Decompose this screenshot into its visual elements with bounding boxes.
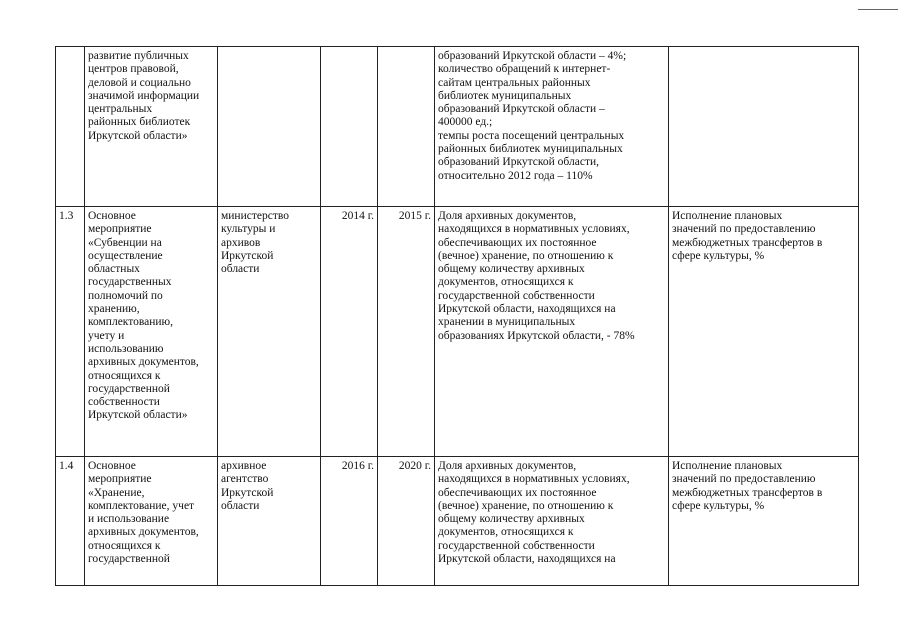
- event-line: мероприятие: [88, 473, 152, 486]
- executor-line: культуры и: [221, 223, 276, 236]
- row-number-cell: 1.3: [56, 207, 85, 457]
- executor-line: агентство: [221, 473, 269, 486]
- program-table: [55, 46, 859, 586]
- table-row: [56, 457, 859, 586]
- indicator-line: документов, относящихся к: [438, 526, 574, 539]
- event-cell: [85, 457, 218, 586]
- event-line: государственных: [88, 276, 172, 289]
- indicator-line: образований Иркутской области – 4%;: [438, 50, 627, 62]
- table-row: [56, 207, 859, 457]
- start-year-cell: 2014 г.: [321, 207, 378, 457]
- outcome-line: сфере культуры, %: [672, 249, 765, 262]
- outcome-line: межбюджетных трансфертов в: [672, 486, 823, 499]
- executor-cell: [218, 457, 321, 586]
- end-year-cell: 2020 г.: [378, 457, 435, 586]
- event-line: Иркутской области»: [88, 129, 188, 142]
- event-line: значимой информации: [88, 89, 200, 102]
- start-year-cell: [321, 47, 378, 207]
- event-line: полномочий по: [88, 289, 163, 302]
- indicator-line: образованиях Иркутской области, - 78%: [438, 329, 635, 342]
- table-row: [56, 47, 859, 207]
- event-line: «Субвенции на: [88, 236, 162, 249]
- outcome-cell: [669, 207, 859, 457]
- executor-line: архивное: [221, 460, 267, 472]
- event-line: государственной: [88, 553, 170, 566]
- indicator-line: находящихся в нормативных условиях,: [438, 473, 630, 486]
- indicator-line: Иркутской области, находящихся на: [438, 303, 616, 316]
- event-line: мероприятие: [88, 223, 152, 236]
- outcome-line: Исполнение плановых: [672, 210, 783, 222]
- event-line: собственности: [88, 396, 160, 409]
- outcome-line: значений по предоставлению: [672, 473, 816, 486]
- event-line: центральных: [88, 103, 153, 116]
- indicator-line: обеспечивающих их постоянное: [438, 486, 597, 499]
- event-line: использованию: [88, 342, 164, 355]
- indicator-cell: [435, 47, 669, 207]
- executor-line: Иркутской: [221, 486, 274, 499]
- outcome-line: межбюджетных трансфертов в: [672, 236, 823, 249]
- executor-cell: [218, 207, 321, 457]
- event-line: комплектование, учет: [88, 499, 195, 512]
- indicator-line: Иркутской области, находящихся на: [438, 553, 616, 566]
- indicator-line: Доля архивных документов,: [438, 210, 577, 222]
- event-line: относящихся к: [88, 369, 161, 382]
- end-year-cell: [378, 47, 435, 207]
- event-line: деловой и социально: [88, 76, 191, 89]
- indicator-line: количество обращений к интернет-: [438, 63, 611, 76]
- event-line: областных: [88, 263, 140, 276]
- indicator-line: находящихся в нормативных условиях,: [438, 223, 630, 236]
- event-line: и использование: [88, 513, 170, 526]
- indicator-line: государственной собственности: [438, 539, 595, 552]
- indicator-line: 400000 ед.;: [438, 116, 493, 129]
- end-year-cell: 2015 г.: [378, 207, 435, 457]
- event-line: архивных документов,: [88, 526, 199, 539]
- indicator-line: (вечное) хранение, по отношению к: [438, 499, 614, 512]
- indicator-line: сайтам центральных районных: [438, 76, 591, 89]
- indicator-line: обеспечивающих их постоянное: [438, 236, 597, 249]
- executor-line: области: [221, 499, 260, 512]
- indicator-cell: [435, 457, 669, 586]
- event-line: центров правовой,: [88, 63, 179, 76]
- executor-line: архивов: [221, 236, 261, 249]
- event-line: хранению,: [88, 303, 140, 316]
- row-number-cell: [56, 47, 85, 207]
- outcome-line: значений по предоставлению: [672, 223, 816, 236]
- indicator-line: общему количеству архивных: [438, 513, 585, 526]
- event-line: Основное: [88, 460, 136, 472]
- indicator-line: документов, относящихся к: [438, 276, 574, 289]
- indicator-line: хранении в муниципальных: [438, 316, 576, 329]
- indicator-line: темпы роста посещений центральных: [438, 129, 625, 142]
- event-line: государственной: [88, 382, 170, 395]
- indicator-line: общему количеству архивных: [438, 263, 585, 276]
- outcome-cell: [669, 47, 859, 207]
- executor-line: министерство: [221, 210, 289, 222]
- indicator-line: районных библиотек муниципальных: [438, 143, 623, 156]
- event-line: «Хранение,: [88, 486, 145, 499]
- event-line: Основное: [88, 210, 136, 222]
- outcome-cell: [669, 457, 859, 586]
- event-line: развитие публичных: [88, 50, 189, 62]
- event-line: районных библиотек: [88, 116, 191, 129]
- event-cell: [85, 47, 218, 207]
- executor-line: Иркутской: [221, 249, 274, 262]
- indicator-line: (вечное) хранение, по отношению к: [438, 249, 614, 262]
- corner-rule: [858, 9, 898, 10]
- start-year-cell: 2016 г.: [321, 457, 378, 586]
- executor-line: области: [221, 263, 260, 276]
- executor-cell: [218, 47, 321, 207]
- indicator-line: образований Иркутской области –: [438, 103, 605, 116]
- outcome-line: Исполнение плановых: [672, 460, 783, 472]
- event-line: комплектованию,: [88, 316, 174, 329]
- event-line: учету и: [88, 329, 125, 342]
- event-cell: [85, 207, 218, 457]
- indicator-line: библиотек муниципальных: [438, 89, 572, 102]
- indicator-cell: [435, 207, 669, 457]
- event-line: относящихся к: [88, 539, 161, 552]
- indicator-line: государственной собственности: [438, 289, 595, 302]
- event-line: осуществление: [88, 249, 163, 262]
- indicator-line: относительно 2012 года – 110%: [438, 169, 593, 182]
- row-number-cell: 1.4: [56, 457, 85, 586]
- outcome-line: сфере культуры, %: [672, 499, 765, 512]
- event-line: Иркутской области»: [88, 409, 188, 422]
- event-line: архивных документов,: [88, 356, 199, 369]
- indicator-line: Доля архивных документов,: [438, 460, 577, 472]
- indicator-line: образований Иркутской области,: [438, 156, 599, 169]
- table-body: [56, 47, 859, 586]
